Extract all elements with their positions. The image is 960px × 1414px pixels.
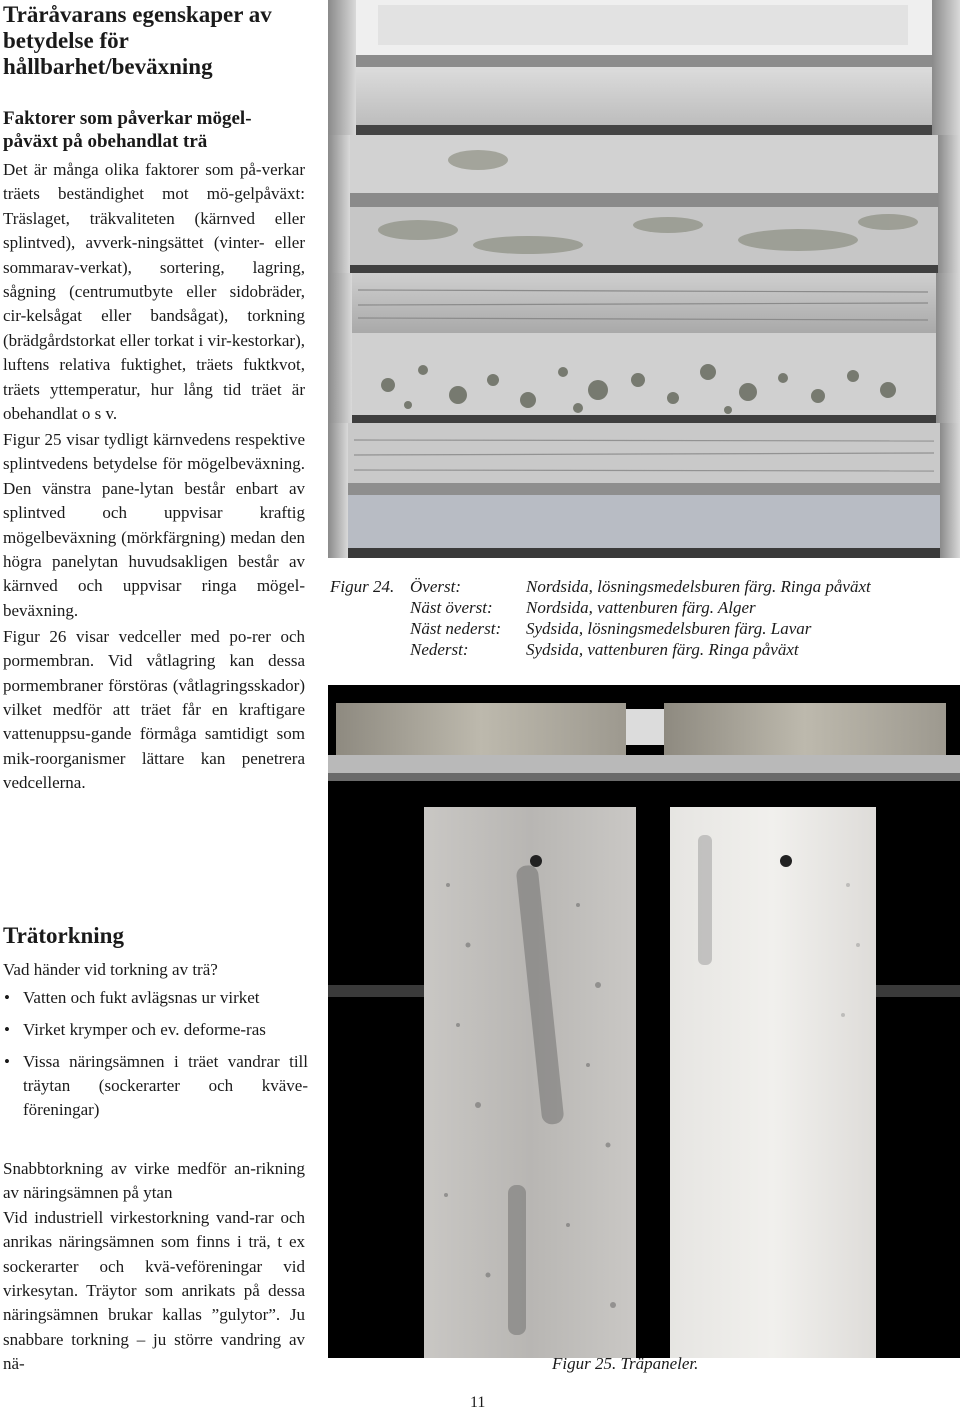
bullet-list: [3, 986, 308, 1130]
figure-25-caption: Figur 25. Träpaneler.: [552, 1354, 699, 1373]
sill-photo-south-solvent: [328, 273, 960, 423]
section-heading-mould: Faktorer som påverkar mögel-påväxt på obehandlat trä: [3, 108, 252, 152]
figure-24-caption: [330, 576, 960, 660]
paragraph: Figur 26 visar vedceller med po-rer och pormembran. Vid våtlagring kan dessa pormembraner förstöras (våtlagringsskador) vilket medför att träet får en kraftigare vattenuppsu-gande förmåga samtidigt som mik-roorganismer lättare kan penetrera vedcellerna.: [3, 626, 305, 793]
section-heading-drying: Trätorkning: [3, 923, 124, 948]
caption-row: [330, 576, 960, 597]
caption-description: Sydsida, vattenburen färg. Ringa påväxt: [526, 640, 799, 659]
caption-description: Sydsida, lösningsmedelsburen färg. Lavar: [526, 619, 812, 638]
question-text: Vad händer vid torkning av trä?: [3, 960, 218, 979]
bullet-text: • Virket krymper och ev. deforme-ras: [23, 1020, 266, 1039]
caption-description: Nordsida, lösningsmedelsburen färg. Ringa påväxt: [526, 577, 871, 596]
caption-row: [330, 639, 960, 660]
figure-25-photo: [328, 685, 960, 1358]
horizontal-planks: [328, 703, 960, 781]
caption-position-label: Näst nederst:: [410, 619, 502, 638]
paragraph: Vid industriell virkestorkning vand-rar och anrikas näringsämnen som finns i trä, t ex sockerarter och kvä-veföreningar vid virkesytan. Träytor som anrikats på dessa näringsämnen brukar kallas ”gulytor”. Ju snabbare torkning – ju större vandring av nä-: [3, 1207, 305, 1374]
panel-left-sapwood: [424, 807, 636, 1358]
paragraph: Det är många olika faktorer som på-verkar träets beständighet mot mö-gelpåväxt: Träslaget, träkvaliteten (kärnved eller splintved), avverk-ningsättet (vinter- eller sommarav-verkat), sortering, lagring, sågning (centrumutbyte eller sidobräder, cir-kelsågat eller bandsågat), torkning (brädgårdstorkat eller torkat i vir-kestorkar), luftens relativa fuktighet, träets fuktkvot, träets yttemperatur, hur lång tid träet är obehandlat o s v.: [3, 160, 305, 424]
sill-photo-north-water: [328, 135, 960, 273]
caption-description: Nordsida, vattenburen färg. Alger: [526, 598, 756, 617]
figure-24-photo: [328, 0, 960, 558]
list-item: [3, 1018, 308, 1042]
list-item: [3, 1050, 308, 1122]
figure-label: Figur 24.: [330, 577, 395, 596]
paragraph: Figur 25 visar tydligt kärnvedens respektive splintvedens betydelse för mögelbeväxning. Den vänstra pane-lytan består enbart av splintved och uppvisar kraftig mögelbeväxning (mörkfärgning) medan den högra panelytan huvudsakligen består av kärnved och uppvisar ringa mögel-beväxning.: [3, 429, 305, 620]
page-title: Träråvarans egenskaper av betydelse för hållbarhet/beväxning: [3, 2, 272, 79]
list-item: [3, 986, 308, 1010]
panel-right-heartwood: [670, 807, 876, 1358]
bullet-text: • Vatten och fukt avlägsnas ur virket: [23, 988, 260, 1007]
caption-position-label: Överst:: [410, 577, 461, 596]
caption-row: [330, 597, 960, 618]
body-text-drying: [3, 1157, 305, 1377]
paragraph: Snabbtorkning av virke medför an-rikning av näringsämnen på ytan: [3, 1159, 305, 1203]
body-text: [3, 158, 305, 797]
caption-position-label: Nederst:: [410, 640, 469, 659]
page-number: 11: [470, 1394, 486, 1411]
caption-position-label: Näst överst:: [410, 598, 493, 617]
bullet-text: • Vissa näringsämnen i träet vandrar till träytan (sockerarter och kväve-föreningar): [23, 1052, 308, 1119]
sill-photo-north-solvent: [328, 0, 960, 135]
sill-photo-south-water: [328, 423, 960, 558]
caption-row: [330, 618, 960, 639]
